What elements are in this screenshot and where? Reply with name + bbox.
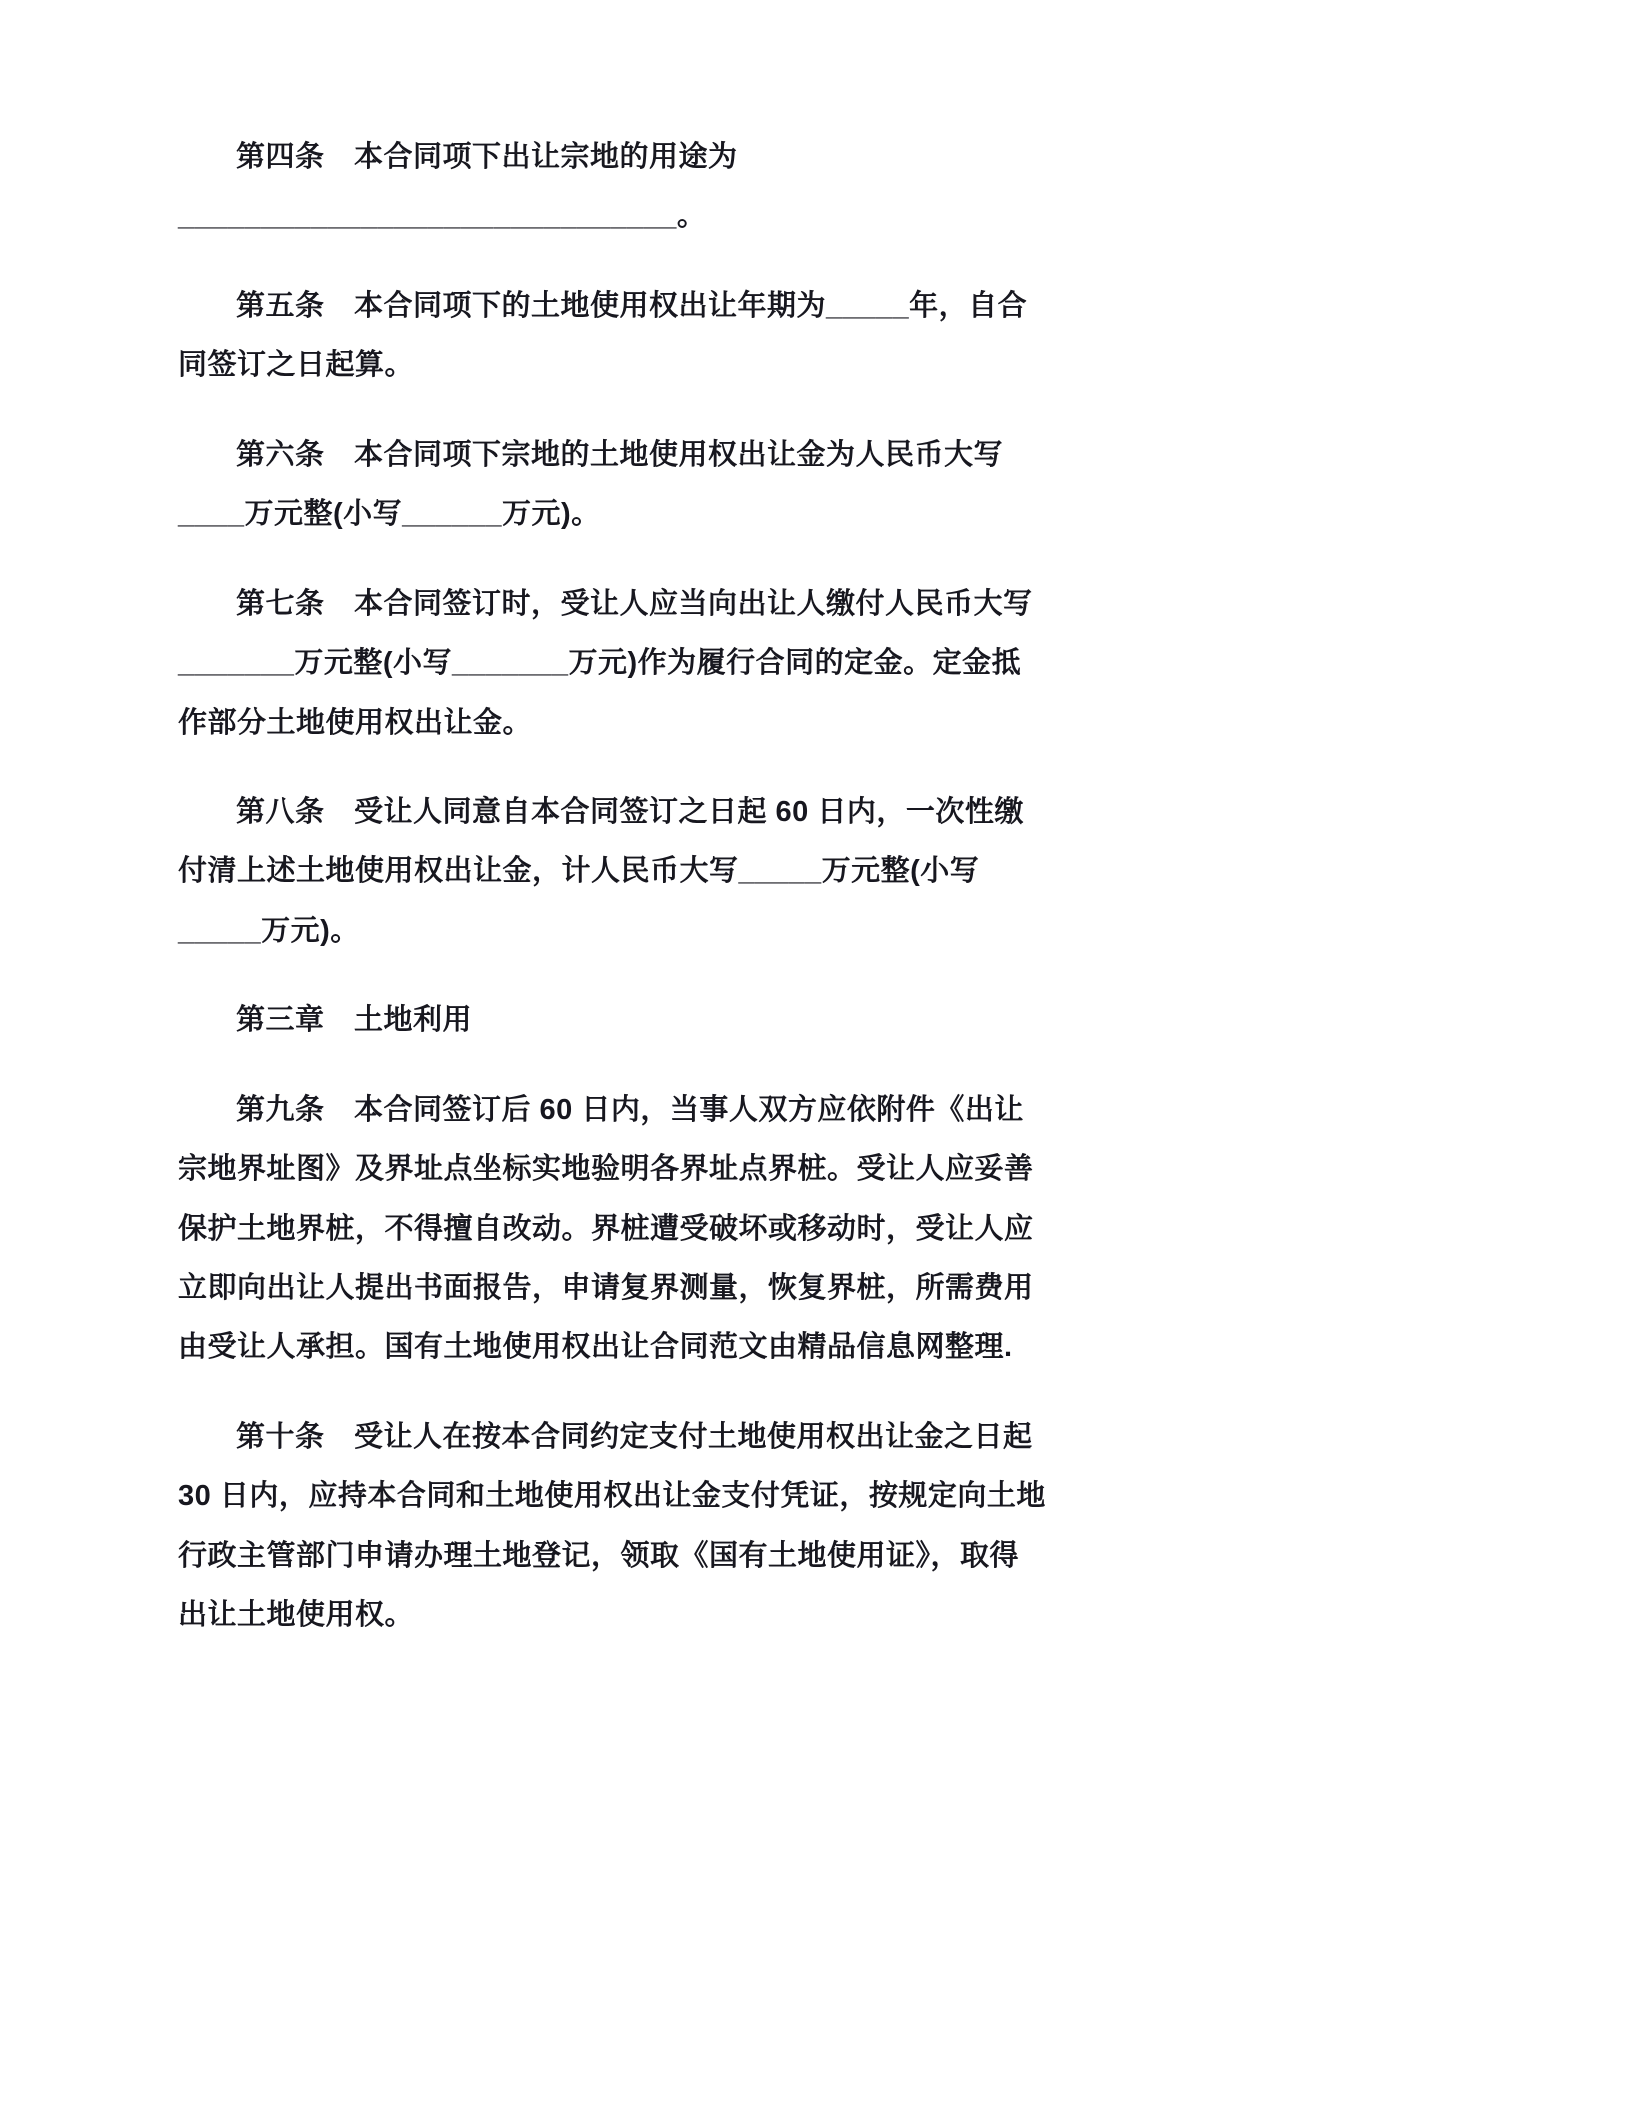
paragraph-article-8: 第八条 受让人同意自本合同签订之日起 60 日内，一次性缴付清上述土地使用权出让金，计人民币大写_____万元整(小写_____万元)。 xyxy=(178,795,1024,947)
paragraph-article-10: 第十条 受让人在按本合同约定支付土地使用权出让金之日起 30 日内，应持本合同和土地使用权出让金支付凭证，按规定向土地行政主管部门申请办理土地登记，领取《国有土地使用证》，取得出让土地使用权。 xyxy=(178,1420,1046,1632)
paragraph-article-4: 第四条 本合同项下出让宗地的用途为 ______________________________。 xyxy=(178,141,738,233)
paragraph-article-6: 第六条 本合同项下宗地的土地使用权出让金为人民币大写____万元整(小写______万元)。 xyxy=(178,438,1004,531)
paragraph-article-9: 第九条 本合同签订后 60 日内，当事人双方应依附件《出让宗地界址图》及界址点坐标实地验明各界址点界桩。受让人应妥善保护土地界桩，不得擅自改动。界桩遭受破坏或移动时，受让人应立即向出让人提出书面报告，申请复界测量，恢复界桩，所需费用由受让人承担。国有土地使用权出让合同范文由精品信息网整理. xyxy=(178,1093,1034,1364)
section-heading-chapter-3: 第三章 土地利用 xyxy=(236,1004,473,1037)
document-body xyxy=(178,128,1046,1646)
paragraph-article-7: 第七条 本合同签订时，受让人应当向出让人缴付人民币大写_______万元整(小写_______万元)作为履行合同的定金。定金抵作部分土地使用权出让金。 xyxy=(178,587,1033,739)
paragraph-article-5: 第五条 本合同项下的土地使用权出让年期为_____年，自合同签订之日起算。 xyxy=(178,289,1028,382)
